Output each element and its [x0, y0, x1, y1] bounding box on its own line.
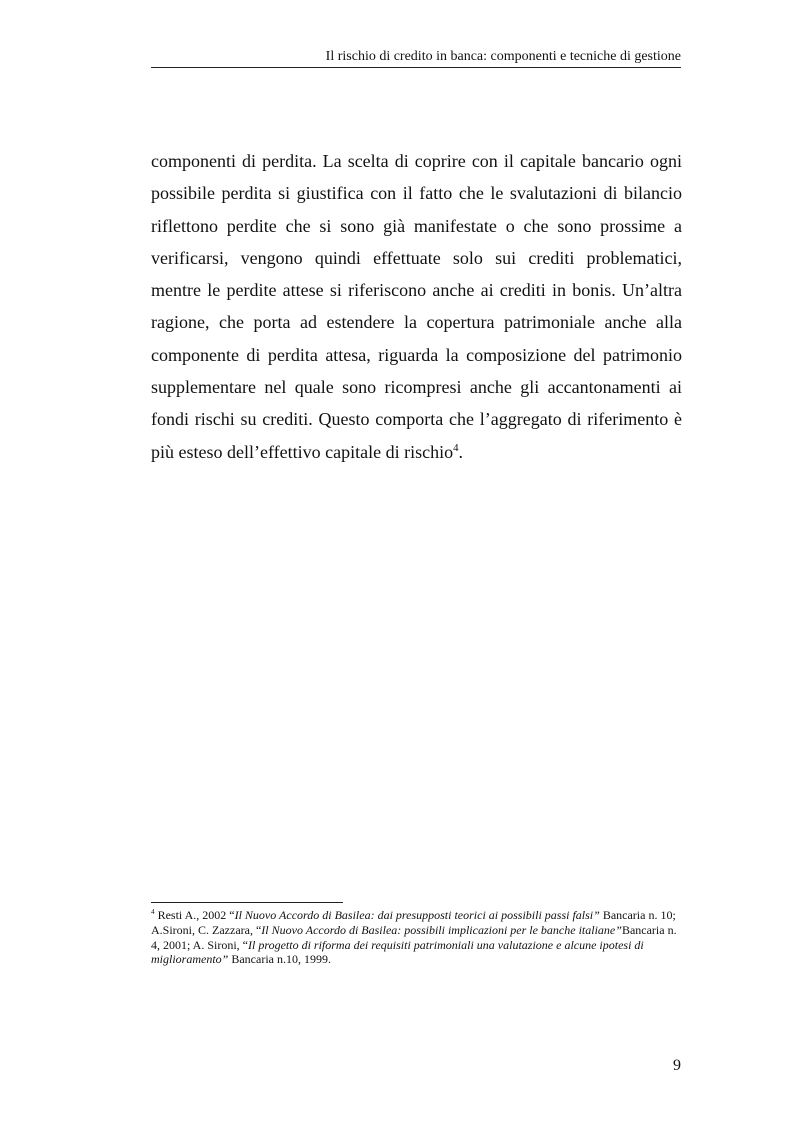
footnote-reference: 4 [453, 441, 459, 454]
footnote-citation-title-2: Il Nuovo Accordo di Basilea: possibili implicazioni per le banche italiane” [261, 922, 622, 937]
running-header [151, 47, 681, 68]
footnote-separator [151, 902, 343, 903]
footnote-marker: 4 [151, 908, 155, 916]
running-header-title: Il rischio di credito in banca: componenti e tecniche di gestione [325, 49, 681, 64]
page-number: 9 [673, 1057, 681, 1074]
footnote-text-2: Bancaria n. 10; A.Sironi, C. Zazzara, “ [151, 908, 676, 937]
body-paragraph-end: . [458, 441, 463, 462]
footnote-citation-title-3: Il progetto di riforma dei requisiti patrimoniali una valutazione e alcune ipotesi di miglioramento” [151, 937, 644, 967]
footnote-text-3: Bancaria n. 4, 2001; A. Sironi, “ [151, 922, 677, 952]
footnote-citation-title-1: Il Nuovo Accordo di Basilea: dai presupposti teorici ai possibili passi falsi” [234, 908, 600, 922]
footnote-text-1: Resti A., 2002 “ [154, 908, 235, 922]
body-paragraph [151, 145, 682, 468]
footnote [151, 908, 682, 967]
footnote-text-4: Bancaria n.10, 1999. [228, 952, 331, 967]
body-paragraph-text: componenti di perdita. La scelta di coprire con il capitale bancario ogni possibile perdita si giustifica con il fatto che le svalutazioni di bilancio riflettono perdite che si sono già manifestate o che sono prossime a verificarsi, vengono quindi effettuate solo sui crediti problematici, mentre le perdite attese si riferiscono anche ai crediti in bonis. Un’altra ragione, che porta ad estendere la copertura patrimoniale anche alla componente di perdita attesa, riguarda la composizione del patrimonio supplementare nel quale sono ricompresi anche gli accantonamenti ai fondi rischi su crediti. Questo comporta che l’aggregato di riferimento è più esteso dell’effettivo capitale di rischio [151, 151, 682, 462]
